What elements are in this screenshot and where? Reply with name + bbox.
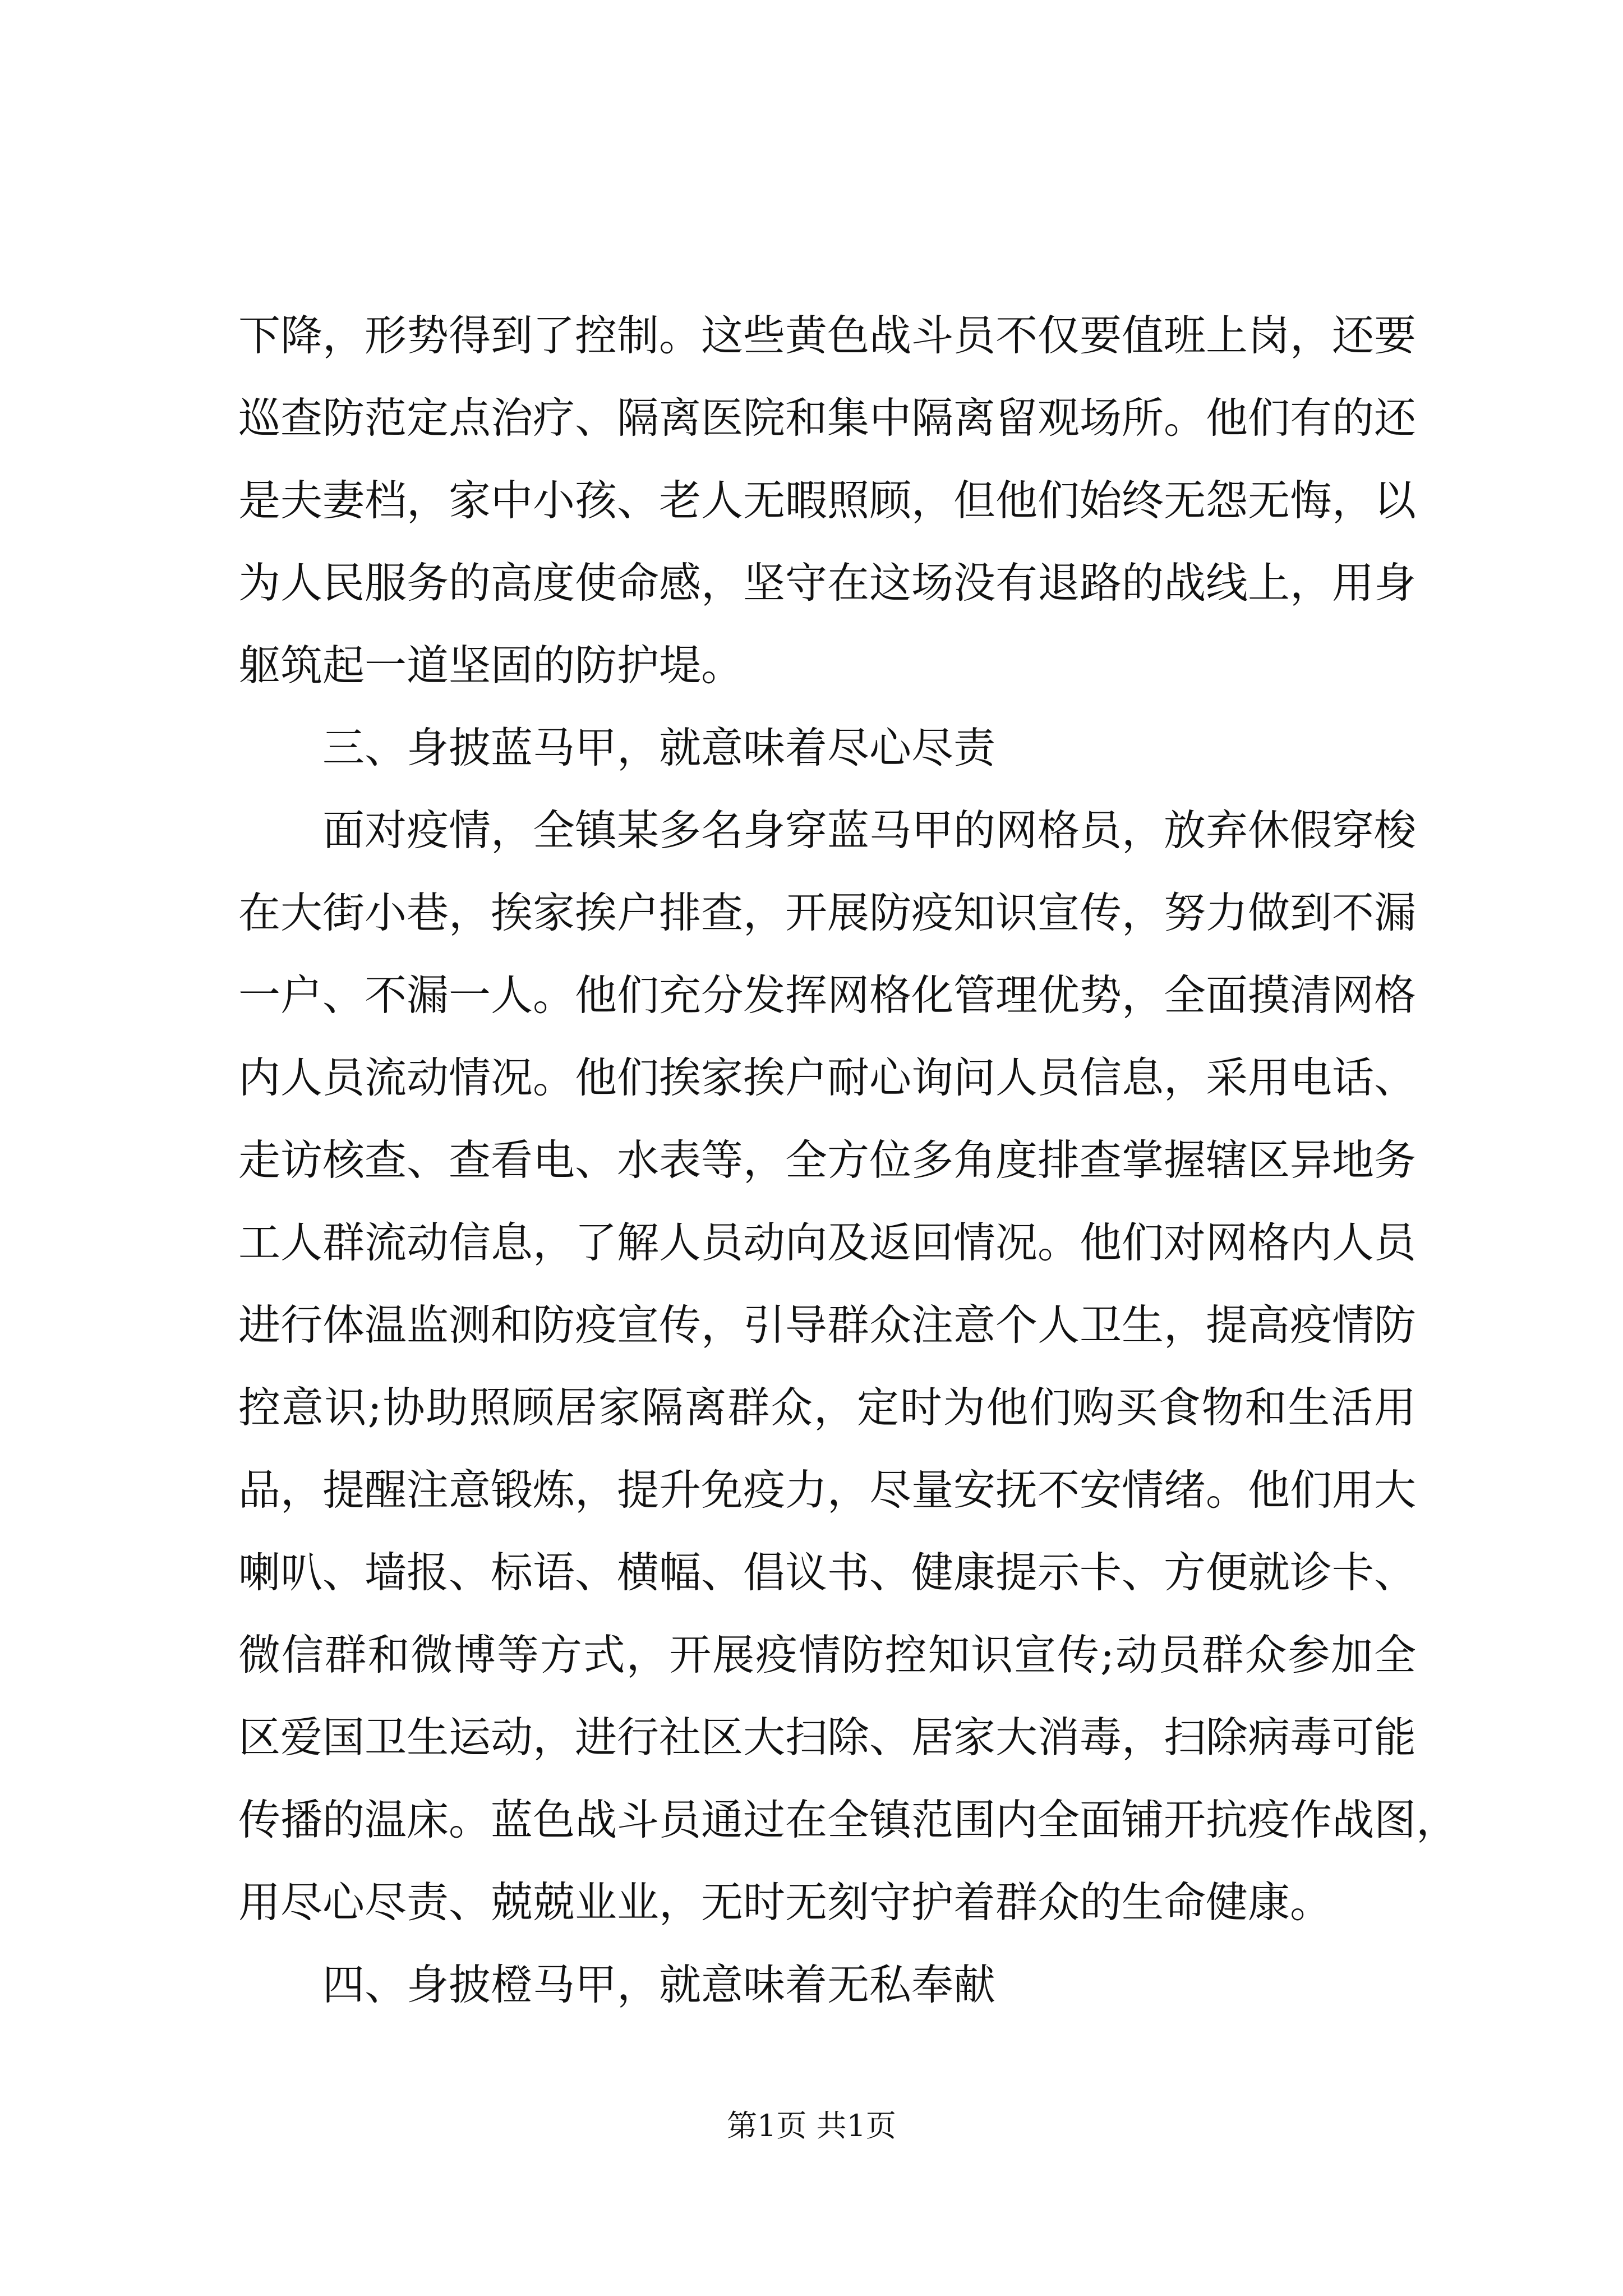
body-line: 走访核查、查看电、水表等，全方位多角度排查掌握辖区异地务 bbox=[238, 1135, 1417, 1185]
body-line: 微信群和微博等方式，开展疫情防控知识宣传;动员群众参加全 bbox=[238, 1630, 1416, 1680]
document-body bbox=[238, 295, 1459, 2026]
body-line: 进行体温监测和防疫宣传，引导群众注意个人卫生，提高疫情防 bbox=[238, 1300, 1417, 1350]
body-line: 面对疫情，全镇某多名身穿蓝马甲的网格员，放弃休假穿梭 bbox=[322, 806, 1417, 855]
body-line: 品，提醒注意锻炼，提升免疫力，尽量安抚不安情绪。他们用大 bbox=[238, 1465, 1417, 1515]
body-line: 用尽心尽责、兢兢业业，无时无刻守护着群众的生命健康。 bbox=[238, 1878, 1332, 1927]
body-line: 一户、不漏一人。他们充分发挥网格化管理优势，全面摸清网格 bbox=[238, 970, 1417, 1020]
body-line: 喇叭、墙报、标语、横幅、倡议书、健康提示卡、方便就诊卡、 bbox=[238, 1548, 1417, 1597]
body-line: 是夫妻档，家中小孩、老人无暇照顾，但他们始终无怨无悔，以 bbox=[238, 476, 1417, 525]
body-line: 传播的温床。蓝色战斗员通过在全镇范围内全面铺开抗疫作战图， bbox=[238, 1795, 1459, 1844]
body-line: 在大街小巷，挨家挨户排查，开展防疫知识宣传，努力做到不漏 bbox=[238, 888, 1417, 937]
body-line: 区爱国卫生运动，进行社区大扫除、居家大消毒，扫除病毒可能 bbox=[238, 1713, 1417, 1762]
body-line: 控意识;协助照顾居家隔离群众，定时为他们购买食物和生活用 bbox=[238, 1383, 1416, 1432]
section-heading: 三、身披蓝马甲，就意味着尽心尽责 bbox=[322, 723, 996, 772]
body-line: 内人员流动情况。他们挨家挨户耐心询问人员信息，采用电话、 bbox=[238, 1053, 1417, 1102]
body-line: 为人民服务的高度使命感，坚守在这场没有退路的战线上，用身 bbox=[238, 558, 1417, 608]
page-footer: 第1页 共1页 bbox=[727, 2108, 896, 2143]
body-line: 下降，形势得到了控制。这些黄色战斗员不仅要值班上岗，还要 bbox=[238, 311, 1417, 360]
section-heading: 四、身披橙马甲，就意味着无私奉献 bbox=[322, 1960, 996, 2009]
body-line: 工人群流动信息，了解人员动向及返回情况。他们对网格内人员 bbox=[238, 1218, 1417, 1267]
body-line: 巡查防范定点治疗、隔离医院和集中隔离留观场所。他们有的还 bbox=[238, 393, 1417, 443]
body-line: 躯筑起一道坚固的防护堤。 bbox=[238, 641, 744, 690]
